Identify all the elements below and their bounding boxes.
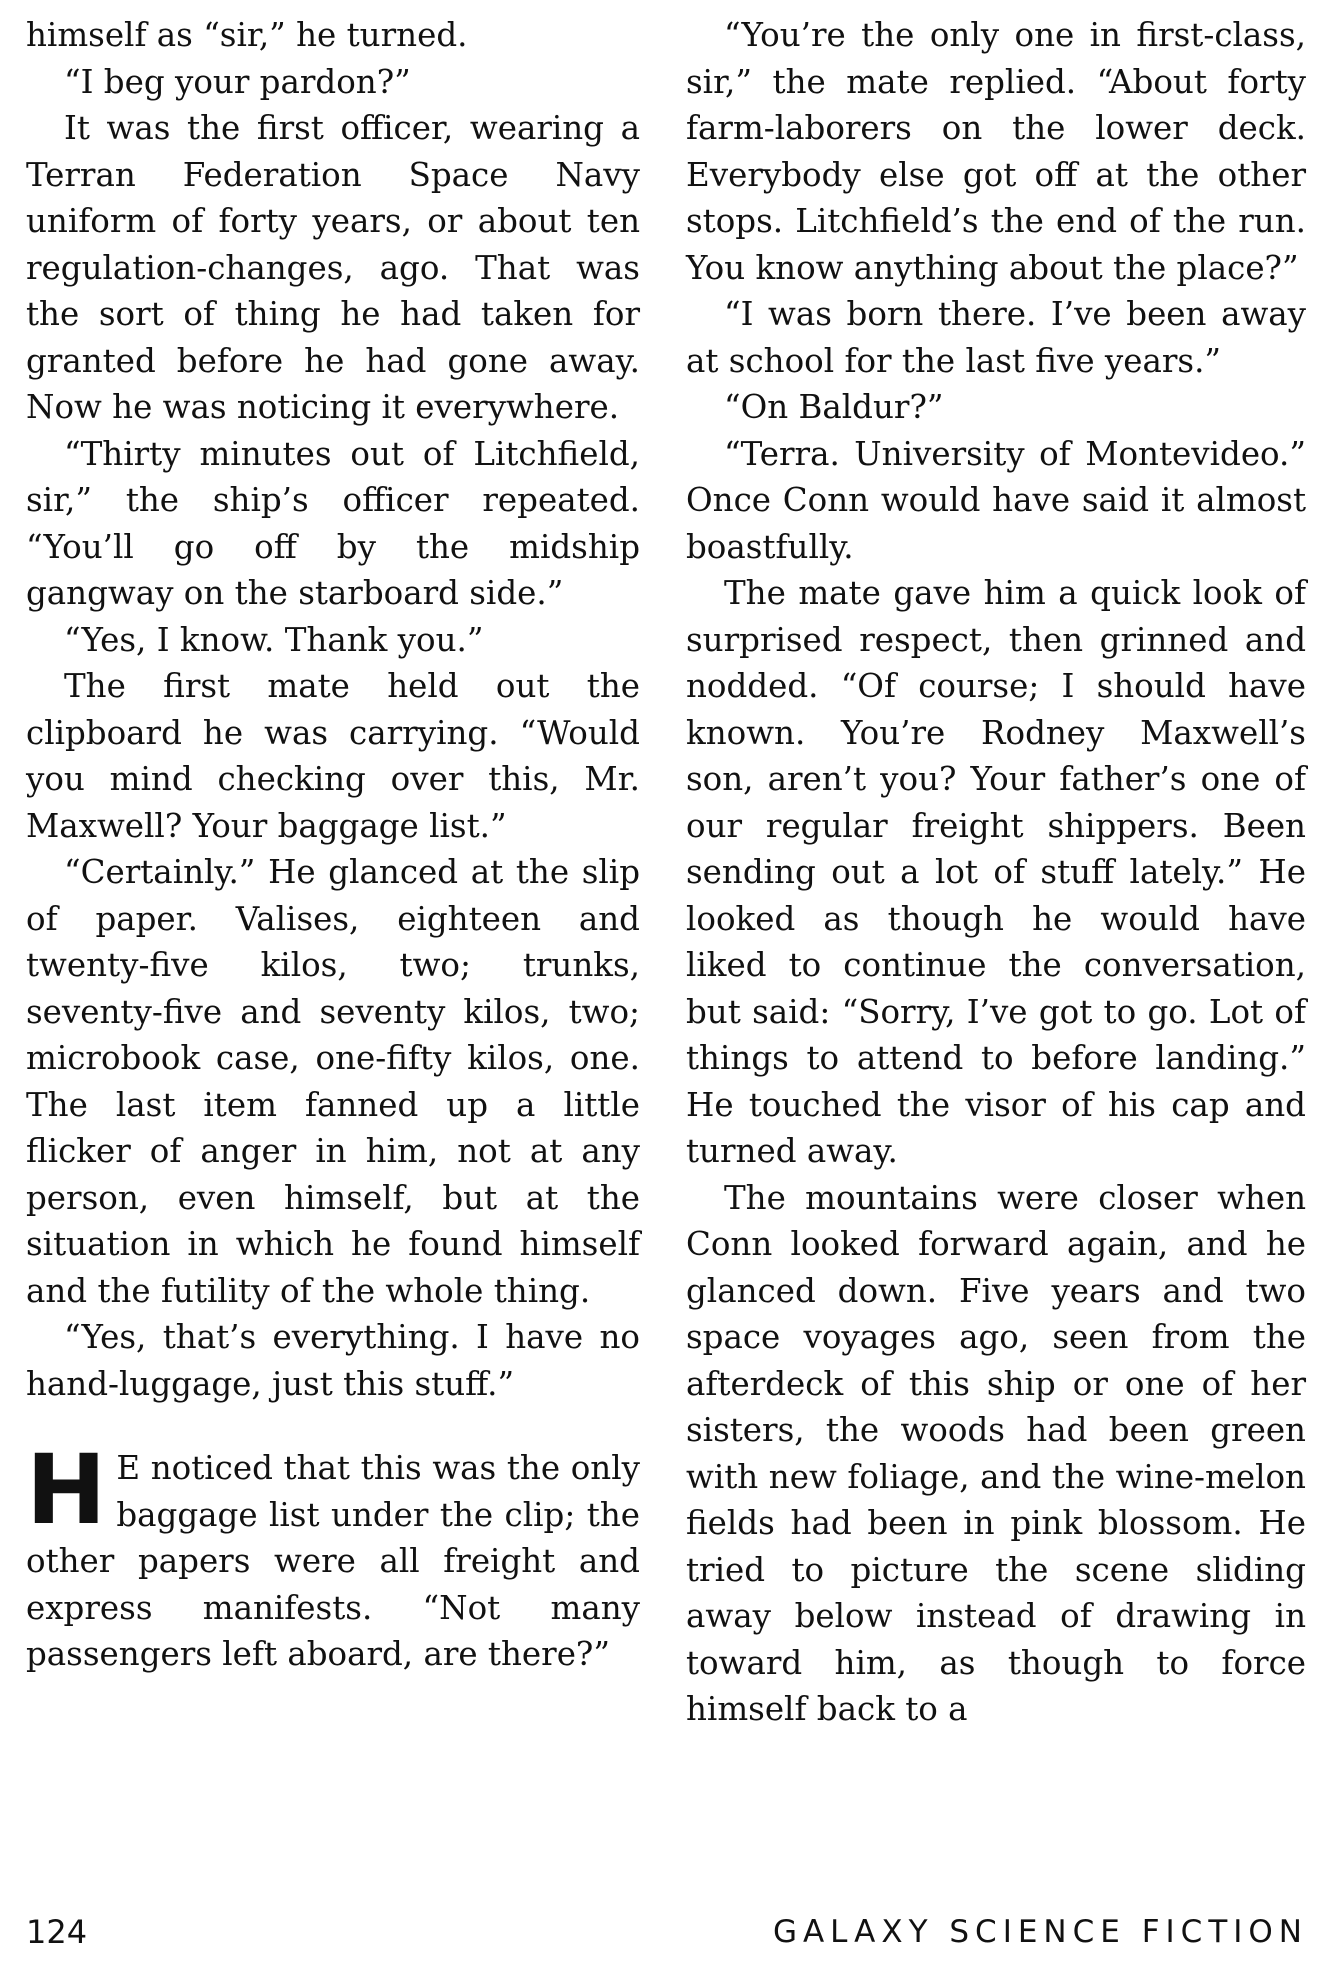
paragraph: “I was born there. I’ve been away at school for the last five years.”: [686, 295, 1306, 380]
paragraph: “Yes, I know. Thank you.”: [64, 620, 484, 659]
drop-cap: H: [26, 1434, 107, 1546]
paragraph-with-drop-cap: [26, 1434, 640, 1678]
section-break: [26, 1407, 640, 1445]
paragraph: It was the first officer, wearing a Terran Federation Space Navy uniform of forty years, or about ten regulation-changes, ago. That was the sort of thing he had taken for granted before he had gone away. Now he was noticing it everywhere.: [26, 109, 640, 426]
paragraph: “You’re the only one in first-class, sir,” the mate replied. “About forty farm-laborers on the lower deck. Everybody else got off at the other stops. Litchfield’s the end of the run. You know anything about the place?”: [686, 16, 1306, 287]
paragraph: “Certainly.” He glanced at the slip of paper. Valises, eighteen and twenty-five kilos, two; trunks, seventy-five and seventy kilos, two; microbook case, one-fifty kilos, one. The last item fanned up a little flicker of anger in him, not at any person, even himself, but at the situation in which he found himself and the futility of the whole thing.: [26, 853, 640, 1310]
paragraph: The first mate held out the clipboard he was carrying. “Would you mind checking over this, Mr. Maxwell? Your baggage list.”: [26, 667, 640, 845]
paragraph: “Terra. University of Montevideo.” Once Conn would have said it almost boastfully.: [686, 434, 1306, 566]
running-title: GALAXY SCIENCE FICTION: [772, 1914, 1308, 1950]
right-text-column: [686, 12, 1306, 1733]
paragraph: “I beg your pardon?”: [64, 62, 411, 101]
paragraph: “On Baldur?”: [724, 388, 944, 426]
drop-cap-paragraph-text: E noticed that this was the only baggage list under the clip; the other papers were all freight and express manifests. “Not many passengers left aboard, are there?”: [26, 1449, 640, 1673]
paragraph: “Thirty minutes out of Litchfield, sir,” the ship’s officer repeated. “You’ll go off by the midship gangway on the starboard side.”: [26, 434, 640, 612]
paragraph: The mountains were closer when Conn looked forward again, and he glanced down. Five years and two space voyages ago, seen from the afterdeck of this ship or one of her sisters, the woods had been green with new foliage, and the wine-melon fields had been in pink blossom. He tried to picture the scene sliding away below instead of drawing in toward him, as though to force himself back to a: [686, 1178, 1306, 1728]
paragraph: “Yes, that’s everything. I have no hand-luggage, just this stuff.”: [26, 1318, 640, 1403]
paragraph: himself as “sir,” he turned.: [26, 16, 468, 54]
left-text-column: [26, 12, 640, 1678]
page-number: 124: [26, 1913, 88, 1951]
paragraph: The mate gave him a quick look of surprised respect, then grinned and nodded. “Of course; I should have known. You’re Rodney Maxwell’s son, aren’t you? Your father’s one of our regular freight shippers. Been sending out a lot of stuff lately.” He looked as though he would have liked to continue the conversation, but said: “Sorry, I’ve got to go. Lot of things to attend to before landing.” He touched the visor of his cap and turned away.: [686, 574, 1306, 1170]
